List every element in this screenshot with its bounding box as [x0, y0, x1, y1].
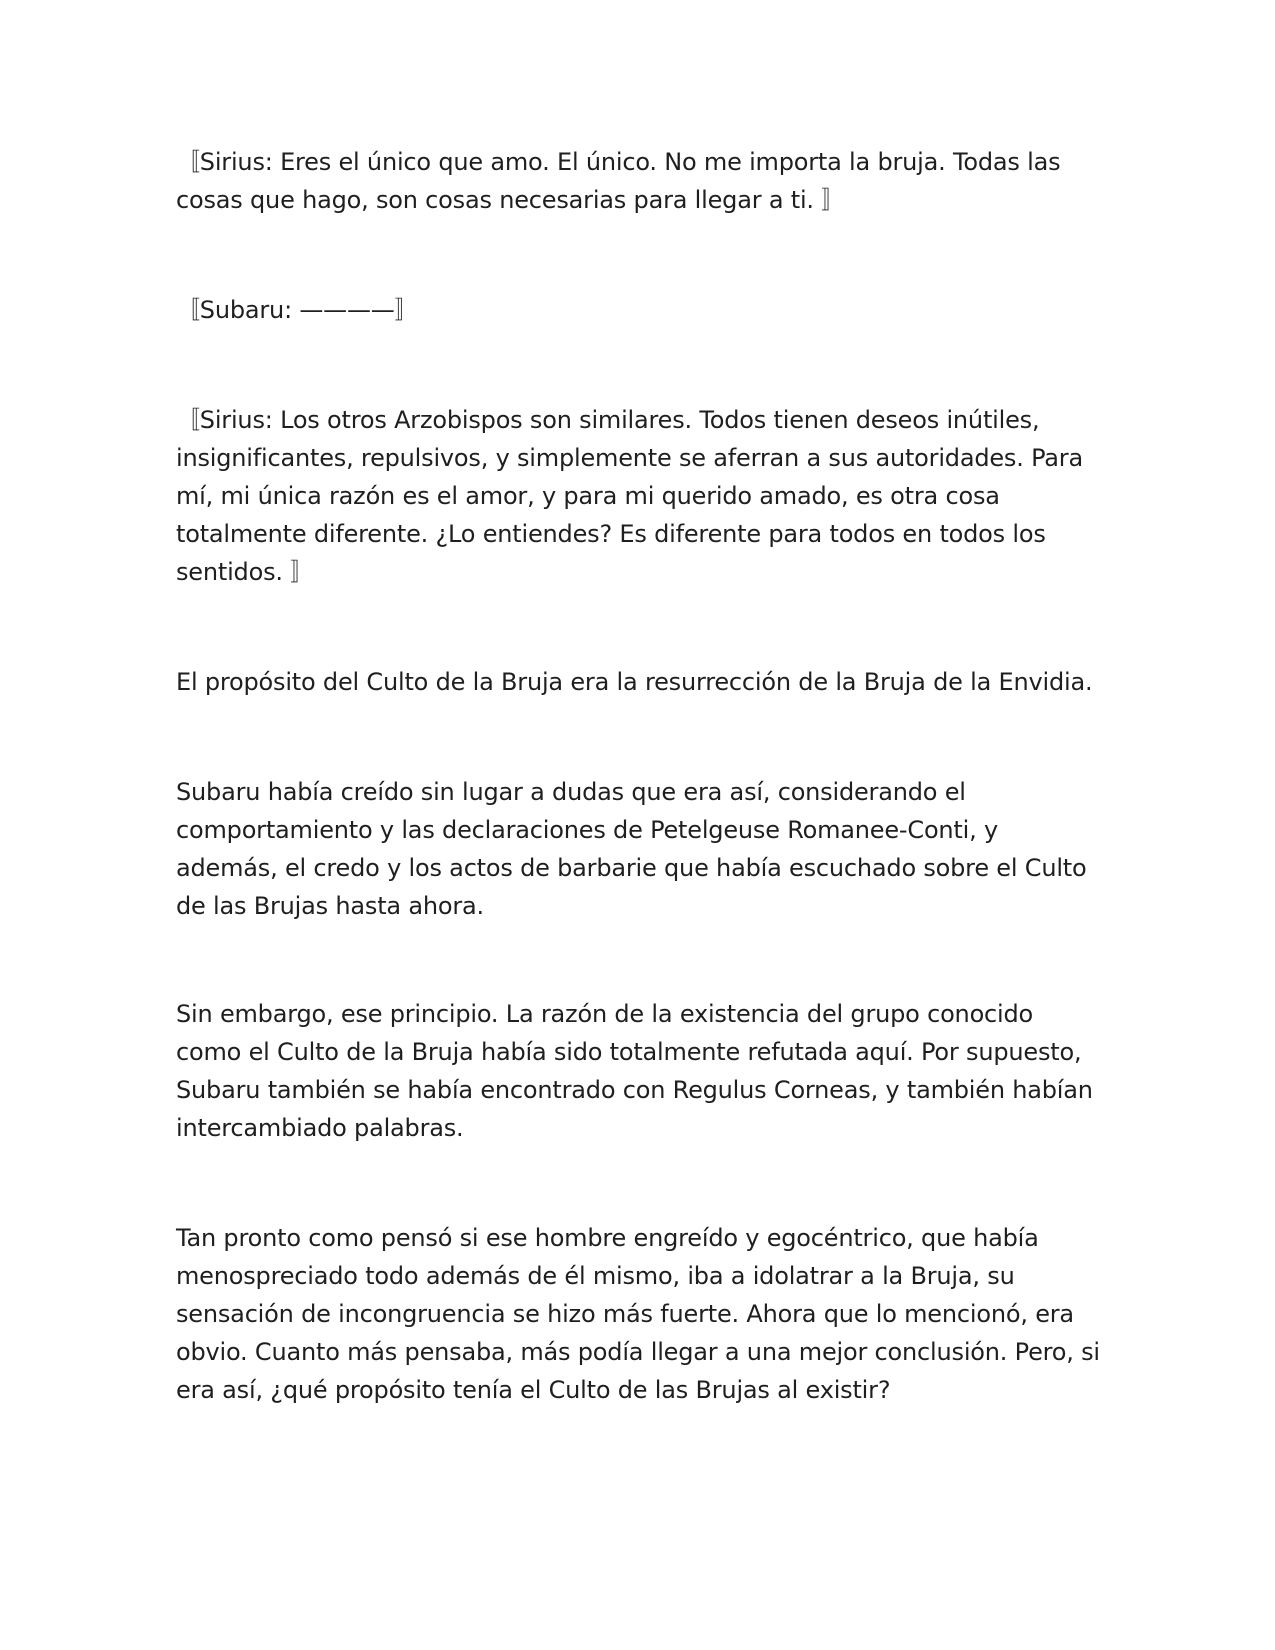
paragraph-incongruence: Tan pronto como pensó si ese hombre engreído y egocéntrico, que había menospreciado todo además de él mismo, iba a idolatrar a la Bruja, su sensación de incongruencia se hizo más fuerte. Ahora que lo mencionó, era obvio. Cuanto más pensaba, más podía llegar a una mejor conclusión. Pero, si era así, ¿qué propósito tenía el Culto de las Brujas al existir?: [176, 1224, 1100, 1404]
paragraph-sirius-archbishops: 〚Sirius: Los otros Arzobispos son similares. Todos tienen deseos inútiles, insignificantes, repulsivos, y simplemente se aferran a sus autoridades. Para mí, mi única razón es el amor, y para mi querido amado, es otra cosa totalmente diferente. ¿Lo entiendes? Es diferente para todos en todos los sentidos. 〛: [176, 406, 1083, 586]
document-body: [176, 143, 1101, 1409]
paragraph-subaru-belief: Subaru había creído sin lugar a dudas que era así, considerando el comportamiento y las declaraciones de Petelgeuse Romanee-Conti, y además, el credo y los actos de barbarie que había escuchado sobre el Culto de las Brujas hasta ahora.: [176, 778, 1087, 920]
paragraph-principle-refuted: Sin embargo, ese principio. La razón de la existencia del grupo conocido como el Culto de la Bruja había sido totalmente refutada aquí. Por supuesto, Subaru también se había encontrado con Regulus Corneas, y también habían intercambiado palabras.: [176, 1000, 1093, 1142]
paragraph-cult-purpose: El propósito del Culto de la Bruja era la resurrección de la Bruja de la Envidia.: [176, 668, 1093, 696]
paragraph-subaru-silence: 〚Subaru: ————〛: [176, 296, 419, 324]
paragraph-sirius-love: 〚Sirius: Eres el único que amo. El único. No me importa la bruja. Todas las cosas que hago, son cosas necesarias para llegar a ti. 〛: [176, 148, 1061, 214]
